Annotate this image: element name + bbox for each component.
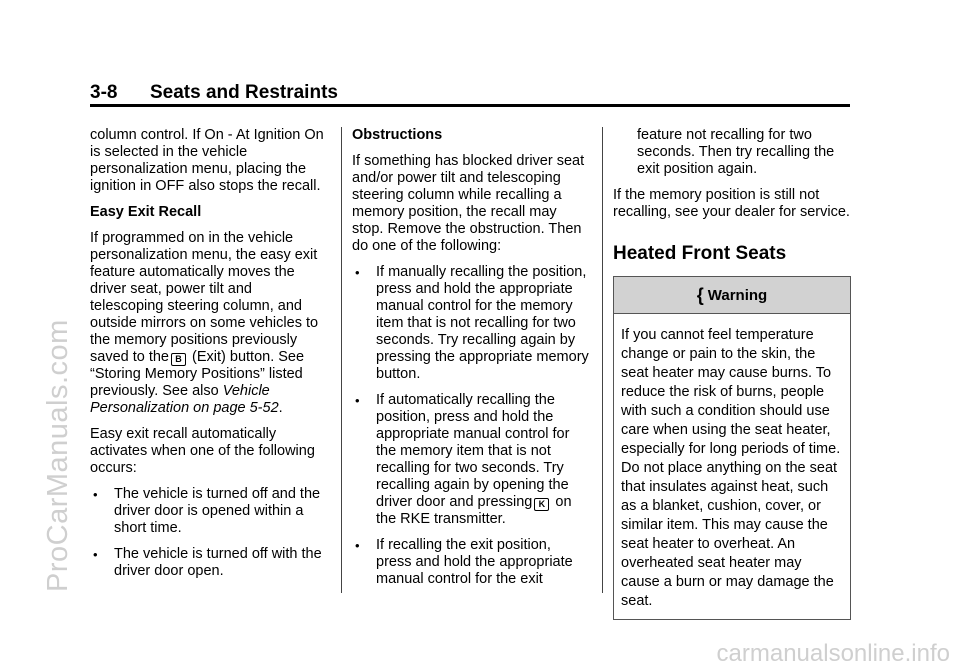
column-divider	[341, 127, 342, 593]
column-middle	[352, 127, 590, 597]
bullet-icon: •	[93, 487, 98, 502]
page-number: 3-8	[90, 82, 118, 103]
bullet-icon: •	[355, 265, 360, 280]
list-item: • If manually recalling the position, press and hold the appropriate manual control for the memory item that is not recalling for two seconds. Try recalling again by pressing the appropriate memory button.	[355, 264, 589, 382]
bullet-icon: •	[355, 538, 360, 553]
cross-reference-link[interactable]: Vehicle Personalization on page 5-52	[90, 383, 279, 416]
paragraph: Easy exit recall automatically activates when one of the following occurs:	[90, 426, 315, 476]
paragraph: column control. If On - At Ignition On is selected in the vehicle personalization menu, placing the ignition in OFF also stops the recall.	[90, 127, 324, 194]
warning-text: If you cannot feel temperature change or pain to the skin, the seat heater may cause burns. To reduce the risk of burns, people with such a condition should use care when using the seat heater, especially for long periods of time. Do not place anything on the seat that insulates against heat, such as a blanket, cushion, cover, or similar item. This may cause the seat heater to overheat. An overheated seat heater may cause a burn or may damage the seat.	[621, 327, 841, 609]
subheading-easy-exit: Easy Exit Recall	[90, 204, 202, 220]
section-title: Heated Front Seats	[613, 243, 787, 264]
header-rule	[90, 104, 850, 107]
list-item: • If recalling the exit position, press and hold the appropriate manual control for the exit	[355, 537, 573, 587]
warning-header	[614, 277, 850, 314]
page-header	[90, 80, 850, 106]
subheading-obstructions: Obstructions	[352, 127, 443, 143]
warning-box	[613, 276, 851, 620]
bullet-icon: •	[93, 547, 98, 562]
warning-label: Warning	[707, 286, 768, 304]
paragraph-continuation: feature not recalling for two seconds. Then try recalling the exit position again.	[637, 127, 835, 177]
watermark-side: ProCarManuals.com	[42, 319, 74, 592]
list-item: • If automatically recalling the position, press and hold the appropriate manual control for the memory item that is not recalling for two seconds. Try recalling again by opening the driver door and pressing K on the RKE transmitter.	[355, 392, 572, 527]
bullet-icon: •	[355, 393, 360, 408]
paragraph: If programmed on in the vehicle personalization menu, the easy exit feature automatically moves the driver seat, power tilt and telescoping steering column, and outside mirrors on some vehicles to the memory positions previously saved to the B (Exit) button. See “Storing Memory Positions” listed previously. See also Vehicle Personalization on page 5-52.	[90, 230, 319, 416]
column-divider	[602, 127, 603, 593]
rke-unlock-button-icon: K	[534, 498, 549, 511]
watermark-bottom: carmanualsonline.info	[716, 640, 950, 667]
column-left	[90, 127, 328, 589]
list-item: • The vehicle is turned off and the driver door is opened within a short time.	[93, 486, 321, 536]
exit-memory-button-icon: B	[171, 353, 186, 366]
column-right	[613, 127, 851, 620]
warning-icon: {	[696, 284, 704, 305]
paragraph: If the memory position is still not recalling, see your dealer for service.	[613, 187, 850, 220]
paragraph: If something has blocked driver seat and/or power tilt and telescoping steering column while recalling a memory position, the recall may stop. Remove the obstruction. Then do one of the following:	[352, 153, 585, 254]
chapter-title: Seats and Restraints	[150, 82, 338, 103]
list-item: • The vehicle is turned off with the driver door open.	[93, 546, 322, 579]
